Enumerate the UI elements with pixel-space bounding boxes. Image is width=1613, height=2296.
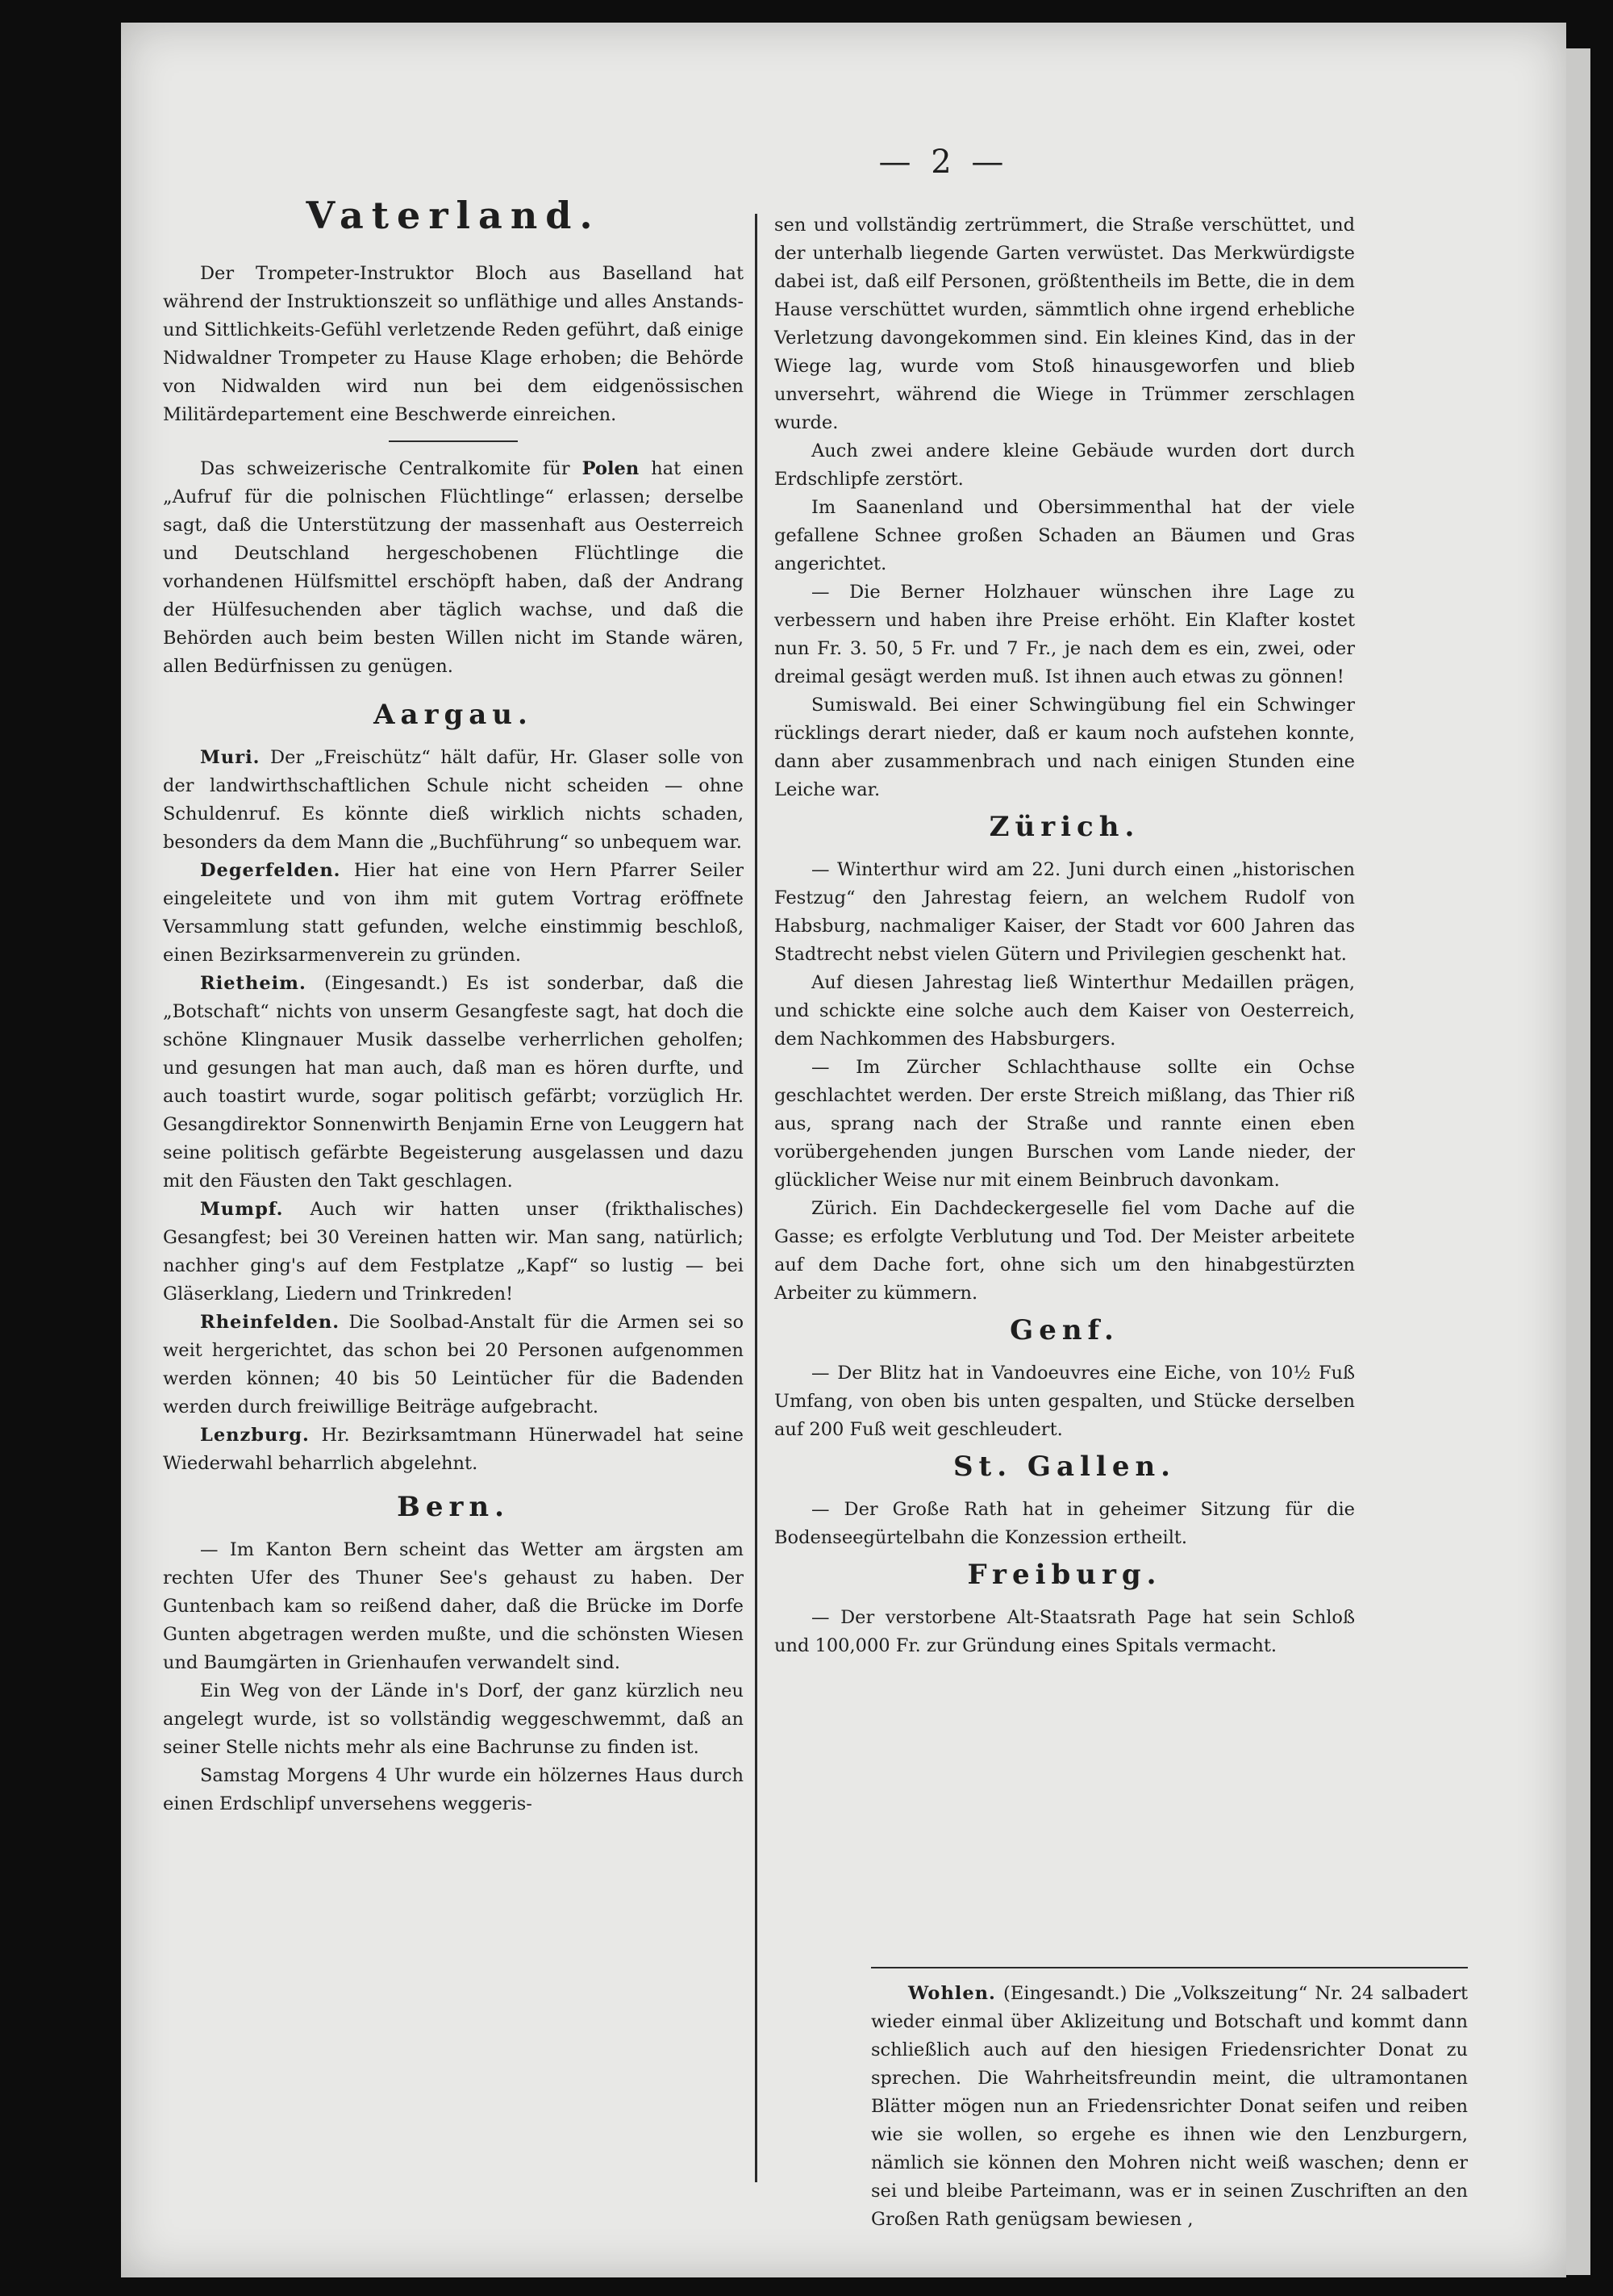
article-stgallen: — Der Große Rath hat in geheimer Sitzung für die Bodenseegürtelbahn die Konzession ertheilt. [774, 1499, 1355, 1548]
place-wohlen: Wohlen. [908, 1983, 996, 2004]
heading-bern: Bern. [397, 1491, 510, 1523]
heading-zuerich: Zürich. [989, 811, 1140, 843]
place-mumpf: Mumpf. [200, 1199, 284, 1220]
article-bern-weg: Ein Weg von der Lände in's Dorf, der ganz kürzlich neu angelegt wurde, ist so vollständig weggeschwemmt, daß an seiner Stelle nichts mehr als eine Bachrunse zu finden ist. [163, 1680, 744, 1758]
text-wohlen: (Eingesandt.) Die „Volkszeitung“ Nr. 24 salbadert wieder einmal über Aklizeitung und Botschaft und kommt dann schließlich auch auf den hiesigen Friedensrichter Donat zu sprechen. Die Wahrheitsfreundin meint, die ultramontanen Blätter mögen nun an Friedensrichter Donat seifen und reiben wie sie wollen, so ergehe es ihnen wie den Lenzburgern, nämlich sie können den Mohren nicht weiß waschen; denn er sei und bleibe Parteimann, was er in seinen Zuschriften an den Großen Rath genügsam bewiesen , [871, 1983, 1468, 2230]
right-column [774, 211, 1355, 1660]
text-part: Das schweizerische Centralkomite für [200, 458, 570, 479]
article-bern-sumiswald: Sumiswald. Bei einer Schwingübung fiel ein Schwinger rücklings derart nieder, daß er kaum noch aufstehen konnte, dann aber zusammenbrach und nach einigen Stunden eine Leiche war. [774, 695, 1355, 800]
text-mumpf: Auch wir hatten unser (frikthalisches) Gesangfest; bei 30 Vereinen hatten wir. Man sang, natürlich; nachher ging's auf dem Festplatze „Kapf“ so lustig — bei Gläserklang, Liedern und Trinkreden! [163, 1199, 744, 1305]
article-polen [163, 455, 744, 681]
article-wohlen [871, 1980, 1468, 2234]
heading-freiburg: Freiburg. [967, 1559, 1162, 1591]
text-rheinfelden: Die Soolbad-Anstalt für die Armen sei so weit hergerichtet, das schon bei 20 Personen aufgenommen werden können; 40 bis 50 Leintücher für die Badenden werden durch freiwillige Beiträge aufgebracht. [163, 1312, 744, 1417]
left-column [163, 177, 744, 1818]
article-zuerich-winterthur: — Winterthur wird am 22. Juni durch einen „historischen Festzug“ den Jahrestag feiern, an welchem Rudolf von Habsburg, nachmaliger Kaiser, der Stadt vor 600 Jahren das Stadtrecht nebst vielen Gütern und Privilegien geschenkt hat. [774, 859, 1355, 965]
place-rheinfelden: Rheinfelden. [200, 1312, 340, 1333]
article-trompeter: Der Trompeter-Instruktor Bloch aus Baselland hat während der Instruktionszeit so unfläthige und alles Anstands- und Sittlichkeits-Gefühl verletzende Reden geführt, daß einige Nidwaldner Trompeter zu Hause Klage erhoben; die Behörde von Nidwalden wird nun bei dem eidgenössischen Militärdepartement eine Beschwerde einreichen. [163, 263, 744, 425]
column-rule [755, 214, 757, 2182]
article-bern-gebaeude: Auch zwei andere kleine Gebäude wurden dort durch Erdschlipfe zerstört. [774, 440, 1355, 490]
heading-vaterland: Vaterland. [306, 194, 601, 237]
article-bern-wetter: — Im Kanton Bern scheint das Wetter am ärgsten am rechten Ufer des Thuner See's gehaust zu haben. Der Guntenbach kam so reißend daher, daß die Brücke im Dorfe Gunten abgetragen werden mußte, und die schönsten Wiesen und Baumgärten in Grienhaufen verwandelt sind. [163, 1539, 744, 1673]
article-zuerich-medaillen: Auf diesen Jahrestag ließ Winterthur Medaillen prägen, und schickte eine solche auch dem Kaiser von Oesterreich, dem Nachkommen des Habsburgers. [774, 972, 1355, 1050]
page-number: — 2 — [878, 144, 1009, 181]
article-bern-saanenland: Im Saanenland und Obersimmenthal hat der viele gefallene Schnee großen Schaden an Bäumen und Gras angerichtet. [774, 497, 1355, 574]
article-bern-haus-start: Samstag Morgens 4 Uhr wurde ein hölzernes Haus durch einen Erdschlipf unversehens weggeris- [163, 1765, 744, 1814]
article-muri [163, 744, 744, 857]
place-rietheim: Rietheim. [200, 973, 306, 994]
separator [389, 440, 518, 442]
article-bern-haus-cont: sen und vollständig zertrümmert, die Straße verschüttet, und der unterhalb liegende Garten verwüstet. Das Merkwürdigste dabei ist, daß eilf Personen, größtentheils im Bette, die in dem Hause verschüttet wurden, sämmtlich ohne irgend erhebliche Verletzung davongekommen sind. Ein kleines Kind, das in der Wiege lag, wurde vom Stoß hinausgeworfen und blieb unversehrt, während die Wiege in Trümmer zerschlagen wurde. [774, 215, 1355, 433]
place-degerfelden: Degerfelden. [200, 860, 341, 881]
heading-stgallen: St. Gallen. [952, 1451, 1177, 1483]
article-genf: — Der Blitz hat in Vandoeuvres eine Eiche, von 10½ Fuß Umfang, von oben bis unten gespalten, und Stücke derselben auf 200 Fuß weit geschleudert. [774, 1363, 1355, 1440]
facing-page-edge [1566, 48, 1590, 2275]
text-part: hat einen „Aufruf für die polnischen Flüchtlinge“ erlassen; derselbe sagt, daß die Unterstützung der massenhaft aus Oesterreich und Deutschland hergeschobenen Flüchtlinge die vorhandenen Hülfsmittel erschöpft haben, daß der Andrang der Hülfesuchenden aber täglich wachse, und daß die Behörden auch beim besten Willen nicht im Stande wären, allen Bedürfnissen zu genügen. [163, 458, 744, 677]
place-muri: Muri. [200, 747, 260, 768]
heading-genf: Genf. [1010, 1314, 1119, 1346]
article-rietheim [163, 970, 744, 1196]
article-bern-holzhauer: — Die Berner Holzhauer wünschen ihre Lage zu verbessern und haben ihre Preise erhöht. Ein Klafter kostet nun Fr. 3. 50, 5 Fr. und 7 Fr., je nach dem es ein, zwei, oder dreimal gesägt werden muß. Ist ihnen auch etwas zu gönnen! [774, 582, 1355, 687]
article-zuerich-schlachthaus: — Im Zürcher Schlachthause sollte ein Ochse geschlachtet werden. Der erste Streich mißlang, das Thier riß aus, sprang nach der Straße und rannte einen eben vorübergehenden jungen Burschen vom Lande nieder, der glücklicher Weise nur mit einem Beinbruch davonkam. [774, 1057, 1355, 1191]
text-degerfelden: Hier hat eine von Hern Pfarrer Seiler eingeleitete und von ihm mit gutem Vortrag eröffnete Versammlung statt gefunden, welche einstimmig beschloß, einen Bezirksarmenverein zu gründen. [163, 860, 744, 966]
article-mumpf [163, 1196, 744, 1309]
bold-polen: Polen [581, 458, 640, 479]
heading-aargau: Aargau. [373, 699, 533, 731]
article-freiburg: — Der verstorbene Alt-Staatsrath Page hat sein Schloß und 100,000 Fr. zur Gründung eines Spitals vermacht. [774, 1607, 1355, 1656]
article-zuerich-dachdecker: Zürich. Ein Dachdeckergeselle fiel vom Dache auf die Gasse; es erfolgte Verblutung und Tod. Der Meister arbeitete auf dem Dache fort, ohne sich um den hinabgestürzten Arbeiter zu kümmern. [774, 1198, 1355, 1304]
text-rietheim: (Eingesandt.) Es ist sonderbar, daß die „Botschaft“ nichts von unserm Gesangfeste sagt, hat doch die schöne Klingnauer Musik dasselbe verherrlichen geholfen; und gesungen hat man auch, daß man es hören durfte, und auch toastirt wurde, sogar politisch gefärbt; vorzüglich Hr. Gesangdirektor Sonnenwirth Benjamin Erne von Leuggern hat seine politisch gefärbte Begeisterung ausgelassen und dazu mit den Fäusten den Takt geschlagen. [163, 973, 744, 1192]
text-muri: Der „Freischütz“ hält dafür, Hr. Glaser solle von der landwirthschaftlichen Schule nicht scheiden — ohne Schuldenruf. Es könnte dieß wirklich nichts schaden, besonders da dem Mann die „Buchführung“ so unbequem war. [163, 747, 744, 853]
article-lenzburg [163, 1421, 744, 1478]
article-degerfelden [163, 857, 744, 970]
article-wohlen-block [871, 1967, 1468, 2234]
place-lenzburg: Lenzburg. [200, 1425, 310, 1446]
text-lenzburg: Hr. Bezirksamtmann Hünerwadel hat seine Wiederwahl beharrlich abgelehnt. [163, 1425, 744, 1474]
article-rheinfelden [163, 1309, 744, 1421]
